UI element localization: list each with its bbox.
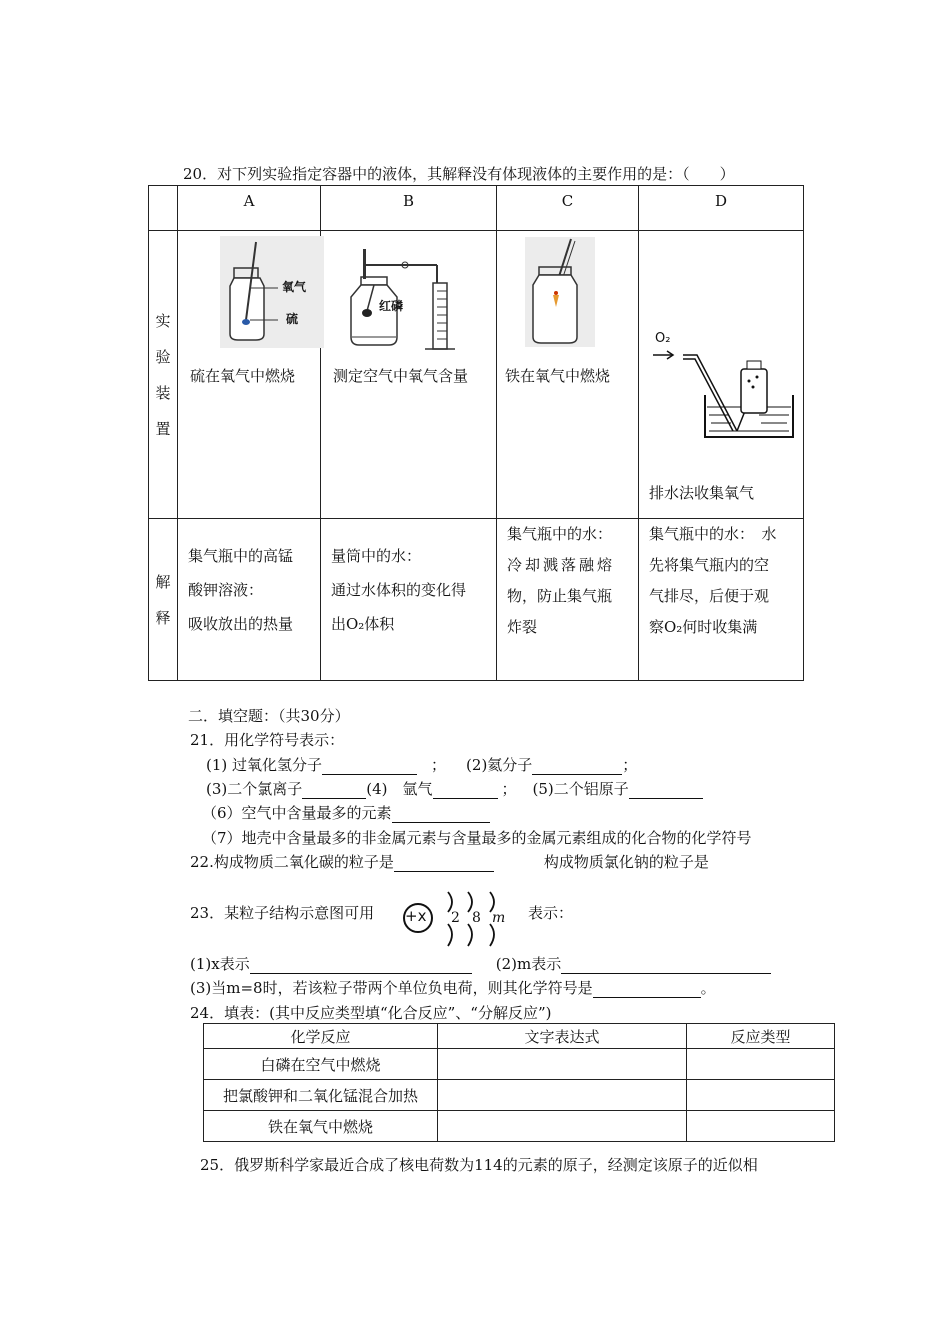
sulfur-combustion-figure	[220, 236, 324, 348]
q23-sub1: (1)x表示 (2)m表示	[190, 954, 771, 974]
answer-cell[interactable]	[438, 1049, 687, 1080]
q21-line3: （6）空气中含量最多的元素	[202, 803, 490, 823]
q24-header-expression: 文字表达式	[438, 1024, 687, 1049]
q20-title: 20．对下列实验指定容器中的液体，其解释没有体现液体的主要作用的是：（ ）	[183, 165, 735, 183]
answer-blank[interactable]	[250, 957, 472, 974]
q22-line: 22.构成物质二氧化碳的粒子是 构成物质氯化钠的粒子是	[190, 853, 709, 871]
answer-cell[interactable]	[438, 1080, 687, 1111]
q24-title: 24．填表：(其中反应类型填“化合反应”、“分解反应”)	[190, 1004, 552, 1022]
cell-a-apparatus	[178, 231, 321, 519]
caption-b: 测定空气中氧气含量	[333, 367, 469, 385]
cell-b-apparatus	[321, 231, 497, 519]
q24-table	[203, 1023, 835, 1142]
red-phosphorus-label: 红磷	[379, 299, 404, 313]
explanation-d: 集气瓶中的水： 水 先将集气瓶内的空 气排尽，后便于观 察O₂何时收集满	[639, 519, 804, 681]
answer-blank[interactable]	[561, 957, 771, 974]
caption-a: 硫在氧气中燃烧	[190, 367, 296, 385]
nucleus-charge: +x	[405, 907, 427, 925]
answer-blank[interactable]	[433, 782, 498, 799]
oxygen-label: 氧气	[282, 280, 307, 294]
row-label-explanation: 解 释	[149, 519, 178, 681]
header-b: B	[321, 186, 497, 231]
answer-blank[interactable]	[322, 758, 417, 775]
q24-header-type: 反应类型	[687, 1024, 835, 1049]
oxygen-content-figure	[341, 241, 481, 351]
answer-blank[interactable]	[593, 981, 701, 998]
q21-title: 21．用化学符号表示：	[190, 731, 345, 749]
answer-cell[interactable]	[438, 1111, 687, 1142]
answer-cell[interactable]	[687, 1080, 835, 1111]
explanation-b: 量筒中的水： 通过水体积的变化得 出O₂体积	[321, 519, 497, 681]
q23-line: 23．某粒子结构示意图可用	[190, 904, 375, 922]
particle-structure-diagram	[400, 888, 520, 954]
answer-blank[interactable]	[532, 758, 622, 775]
caption-c: 铁在氧气中燃烧	[505, 367, 611, 385]
table-row: 白磷在空气中燃烧	[204, 1049, 438, 1080]
explanation-c: 集气瓶中的水： 冷却溅落融熔 物，防止集气瓶 炸裂	[497, 519, 639, 681]
header-d: D	[639, 186, 804, 231]
q20-table	[148, 185, 804, 681]
answer-cell[interactable]	[687, 1049, 835, 1080]
row-label-apparatus: 实 验 装 置	[149, 231, 178, 519]
header-c: C	[497, 186, 639, 231]
answer-blank[interactable]	[629, 782, 703, 799]
answer-blank[interactable]	[392, 806, 490, 823]
q21-line1: (1) 过氧化氢分子 ； (2)氦分子 ；	[206, 756, 638, 774]
table-row: 把氯酸钾和二氧化锰混合加热	[204, 1080, 438, 1111]
iron-combustion-figure	[525, 237, 595, 347]
table-corner	[149, 186, 178, 231]
water-displacement-figure	[649, 331, 799, 441]
cell-c-apparatus	[497, 231, 639, 519]
shell-2-electrons: 8	[472, 910, 481, 926]
cell-d-apparatus	[639, 231, 804, 519]
section-2-title: 二．填空题：（共30分）	[188, 707, 350, 725]
q23-sub3: (3)当m=8时，若该粒子带两个单位负电荷，则其化学符号是 。	[190, 979, 716, 997]
answer-cell[interactable]	[687, 1111, 835, 1142]
shell-1-electrons: 2	[451, 910, 460, 926]
q21-line4: （7）地壳中含量最多的非金属元素与含量最多的金属元素组成的化合物的化学符号	[202, 829, 752, 847]
o2-label: O₂	[655, 331, 671, 346]
answer-blank[interactable]	[394, 855, 494, 872]
caption-d: 排水法收集氧气	[649, 484, 755, 502]
q25-line: 25．俄罗斯科学家最近合成了核电荷数为114的元素的原子，经测定该原子的近似相	[200, 1156, 758, 1174]
q21-line2: (3)二个氯离子 (4) 氩气 ； (5)二个铝原子	[206, 779, 703, 799]
shell-3-electrons: m	[492, 910, 506, 926]
q24-header-reaction: 化学反应	[204, 1024, 438, 1049]
table-row: 铁在氧气中燃烧	[204, 1111, 438, 1142]
answer-blank[interactable]	[302, 782, 366, 799]
q23-line-end: 表示：	[528, 904, 574, 922]
explanation-a: 集气瓶中的高锰 酸钾溶液： 吸收放出的热量	[178, 519, 321, 681]
sulfur-label: 硫	[286, 312, 299, 326]
header-a: A	[178, 186, 321, 231]
